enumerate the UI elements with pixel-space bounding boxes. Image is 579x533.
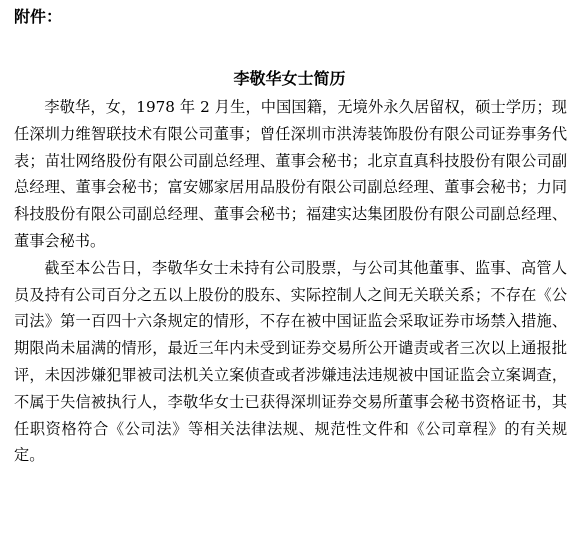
document-title: 李敬华女士简历 xyxy=(233,69,346,88)
attachment-label: 附件： xyxy=(14,7,63,26)
biography-paragraph: 李敬华，女，1978 年 2 月生，中国国籍，无境外永久居留权，硕士学历；现任深圳力维智联技术有限公司董事；曾任深圳市洪涛装饰股份有限公司证券事务代表；苗壮网络股份有限公司副总经理、董事会秘书；北京直真科技股份有限公司副总经理、董事会秘书；富安娜家居用品股份有限公司副总经理、董事会秘书；力同科技股份有限公司副总经理、董事会秘书；福建实达集团股份有限公司副总经理、董事会秘书。 xyxy=(14,98,567,250)
disclosure-paragraph: 截至本公告日，李敬华女士未持有公司股票，与公司其他董事、监事、高管人员及持有公司百分之五以上股份的股东、实际控制人之间无关联关系；不存在《公司法》第一百四十六条规定的情形，不存在被中国证监会采取证券市场禁入措施、期限尚未届满的情形，最近三年内未受到证券交易所公开谴责或者三次以上通报批评，未因涉嫌犯罪被司法机关立案侦查或者涉嫌违法违规被中国证监会立案调查，不属于失信被执行人，李敬华女士已获得深圳证券交易所董事会秘书资格证书，其任职资格符合《公司法》等相关法律法规、规范性文件和《公司章程》的有关规定。 xyxy=(14,258,567,465)
document-body xyxy=(14,94,567,469)
